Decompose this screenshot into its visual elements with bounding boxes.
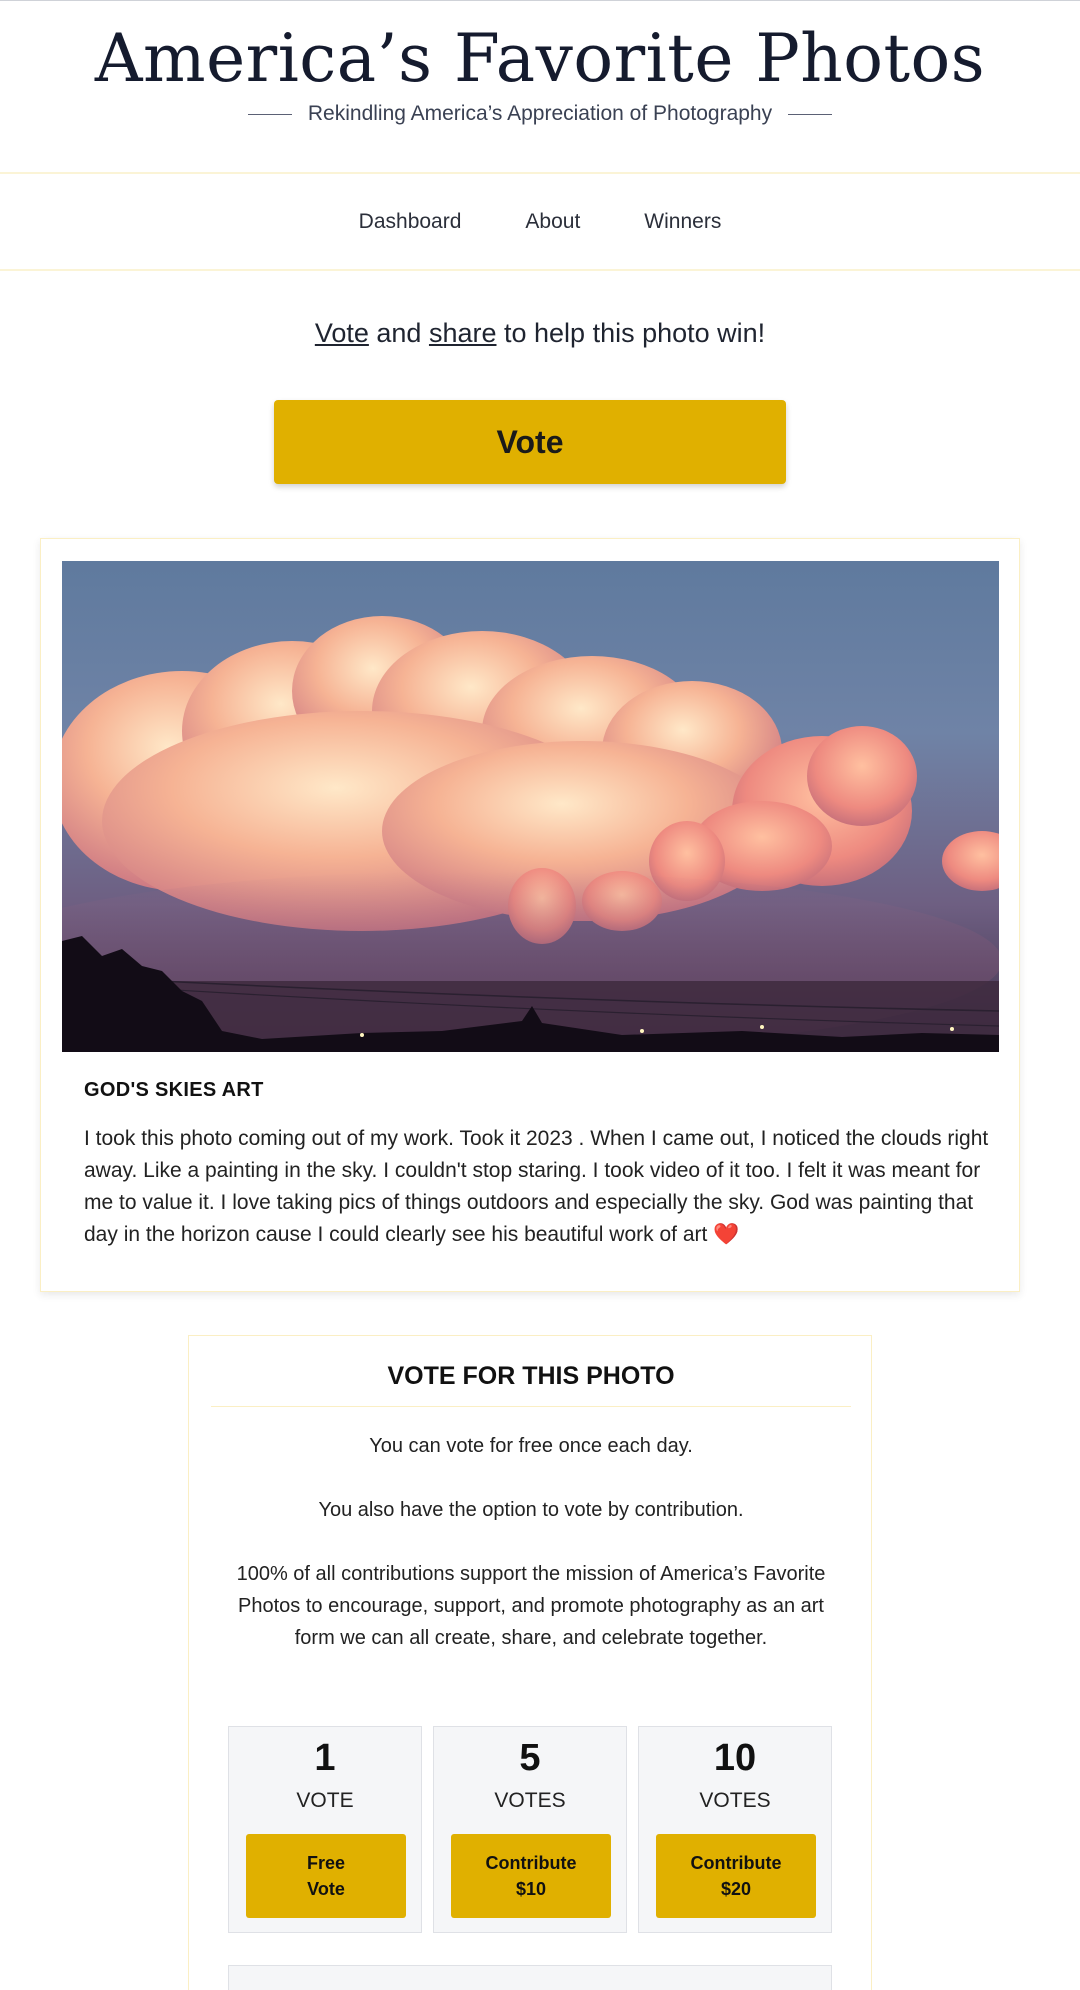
nav-item-dashboard[interactable]: Dashboard — [358, 209, 462, 233]
share-link[interactable]: share — [428, 318, 497, 348]
nav-item-about[interactable]: About — [525, 209, 581, 233]
tier-vote-count: 5 — [519, 1737, 541, 1779]
tier-vote-count: 10 — [713, 1737, 757, 1779]
photo-description-text: I took this photo coming out of my work. Took it 2023 . When I came out, I noticed the clouds right away. Like a painting in the sky. I couldn't stop staring. I took video of it too. I felt it was meant for me to value it. I love taking pics of things outdoors and especially the sky. God was painting that day in the horizon cause I could clearly see his beautiful work of art — [84, 1127, 989, 1246]
mission-info: 100% of all contributions support the mission of America’s Favorite Photos to encourage, support, and promote photography as an art form we can all create, share, and celebrate together. — [236, 1563, 826, 1649]
contribute-10-button[interactable] — [451, 1834, 611, 1918]
nav-item-winners[interactable]: Winners — [644, 209, 722, 233]
contribute-20-button[interactable] — [656, 1834, 816, 1918]
vote-tier-1 — [228, 1726, 422, 1933]
tier-vote-unit: VOTES — [699, 1789, 771, 1812]
tier-vote-count: 1 — [314, 1737, 336, 1779]
tagline-left-rule — [248, 114, 292, 115]
vote-button[interactable]: Vote — [274, 400, 786, 484]
free-vote-button[interactable] — [246, 1834, 406, 1918]
additional-vote-option — [228, 1965, 832, 1990]
tier-vote-unit: VOTE — [296, 1789, 354, 1812]
main-nav — [0, 172, 1080, 271]
photo-title: GOD'S SKIES ART — [84, 1079, 264, 1101]
free-vote-button-label: Free Vote — [306, 1853, 346, 1899]
heart-icon: ❤️ — [713, 1223, 740, 1246]
vote-link[interactable]: Vote — [314, 318, 369, 348]
vote-tier-10 — [638, 1726, 832, 1933]
tier-vote-unit: VOTES — [494, 1789, 566, 1812]
contribute-10-button-label: Contribute $10 — [485, 1853, 577, 1899]
vote-panel-divider — [211, 1406, 851, 1407]
photo-card — [40, 538, 1020, 1292]
prompt-rest: to help this photo win! — [496, 318, 766, 348]
vote-panel-title: VOTE FOR THIS PHOTO — [387, 1362, 675, 1390]
contribute-20-button-label: Contribute $20 — [690, 1853, 782, 1899]
site-title[interactable]: America’s Favorite Photos — [94, 20, 986, 97]
photo-description — [84, 1123, 994, 1251]
photo-image[interactable] — [62, 561, 999, 1052]
free-vote-info: You can vote for free once each day. — [369, 1435, 693, 1457]
contribution-info: You also have the option to vote by contribution. — [318, 1499, 744, 1521]
site-tagline: Rekindling America’s Appreciation of Photography — [307, 102, 773, 125]
tagline-row — [0, 102, 1080, 126]
vote-share-prompt — [0, 318, 1080, 349]
tagline-right-rule — [788, 114, 832, 115]
prompt-and: and — [368, 318, 429, 348]
site-header — [0, 0, 1080, 172]
vote-tier-5 — [433, 1726, 627, 1933]
